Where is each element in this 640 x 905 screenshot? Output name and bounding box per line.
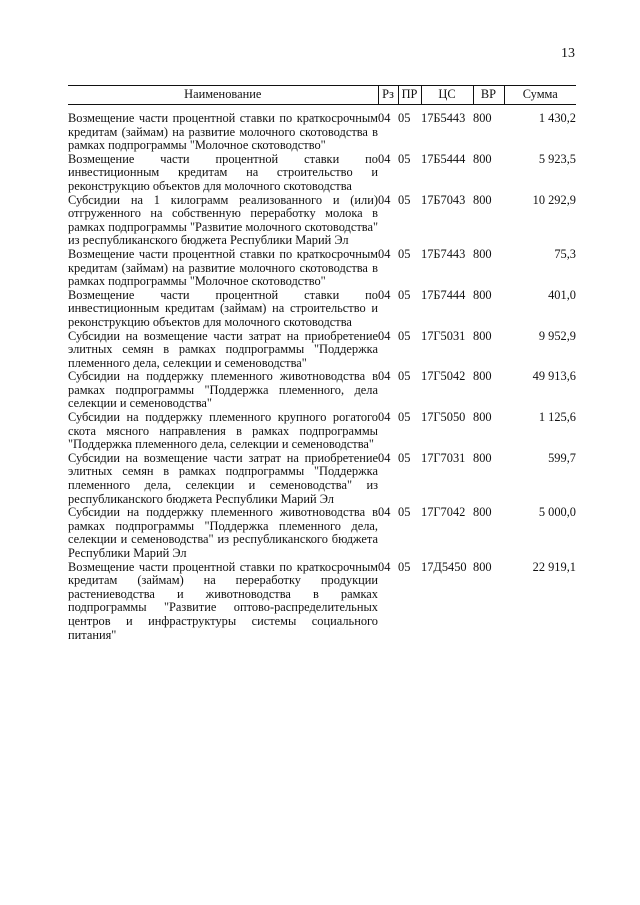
cell-vr: 800: [473, 559, 492, 574]
table-row: [68, 330, 576, 371]
cell-name: Возмещение части процентной ставки по краткосрочным кредитам (займам) на развитие молочного скотоводства в рамках подпрограммы "Молочное скотоводство": [68, 111, 378, 153]
cell-vr: 800: [473, 328, 492, 343]
cell-sum: 599,7: [548, 450, 576, 465]
table-row: [68, 248, 576, 289]
cell-cs: 17Г7031: [421, 450, 466, 465]
table-row: [68, 370, 576, 411]
table-row: [68, 194, 576, 248]
cell-sum: 1 125,6: [538, 410, 576, 425]
cell-cs: 17Б5444: [421, 151, 466, 166]
cell-pr: 05: [398, 505, 411, 520]
table-body: [68, 105, 576, 643]
cell-vr: 800: [473, 246, 492, 261]
cell-pr: 05: [398, 287, 411, 302]
cell-pr: 05: [398, 111, 411, 125]
cell-name: Возмещение части процентной ставки по краткосрочным кредитам (займам) на развитие молочного скотоводства в рамках подпрограммы "Молочное скотоводство": [68, 246, 378, 289]
cell-sum: 49 913,6: [532, 369, 576, 384]
cell-rz: 04: [378, 151, 391, 166]
cell-rz: 04: [378, 505, 391, 520]
cell-rz: 04: [378, 450, 391, 465]
cell-vr: 800: [473, 450, 492, 465]
cell-sum: 10 292,9: [532, 192, 576, 207]
cell-name: Субсидии на поддержку племенного животноводства в рамках подпрограммы "Поддержка племенного, дела селекции и семеноводства": [68, 369, 378, 411]
cell-cs: 17Б7443: [421, 246, 466, 261]
cell-name: Субсидии на возмещение части затрат на приобретение элитных семян в рамках подпрограммы "Поддержка племенного дела, селекции и семеноводства" из республиканского бюджета Республики Марий Эл: [68, 450, 378, 506]
budget-table: [68, 85, 576, 642]
cell-name: Субсидии на поддержку племенного животноводства в рамках подпрограммы "Поддержка племенного дела, селекции и семеноводства" из республиканского бюджета Республики Марий Эл: [68, 505, 378, 560]
cell-rz: 04: [378, 328, 391, 343]
cell-name: Возмещение части процентной ставки по краткосрочным кредитам (займам) на переработку продукции растениеводства и животноводства в рамках подпрограммы "Развитие оптово-распределительных центров и инфраструктуры системы социального питания": [68, 559, 378, 642]
cell-cs: 17Г5031: [421, 328, 466, 343]
cell-vr: 800: [473, 287, 492, 302]
table-row: [68, 506, 576, 560]
cell-name: Субсидии на 1 килограмм реализованного и (или) отгруженного на собственную переработку молока в рамках подпрограммы "Развитие молочного скотоводства" из республиканского бюджета Республики Марий Эл: [68, 192, 378, 248]
cell-vr: 800: [473, 505, 492, 520]
cell-cs: 17Д5450: [421, 559, 467, 574]
cell-pr: 05: [398, 151, 411, 166]
cell-cs: 17Г5042: [421, 369, 466, 384]
cell-pr: 05: [398, 559, 411, 574]
cell-cs: 17Б7444: [421, 287, 466, 302]
cell-cs: 17Б7043: [421, 192, 466, 207]
table-row: [68, 561, 576, 643]
cell-sum: 1 430,2: [538, 111, 576, 125]
table-row: [68, 289, 576, 330]
cell-sum: 401,0: [548, 287, 576, 302]
cell-cs: 17Б5443: [421, 111, 466, 125]
column-header-name: Наименование: [68, 86, 378, 105]
cell-vr: 800: [473, 151, 492, 166]
cell-vr: 800: [473, 111, 492, 125]
cell-cs: 17Г7042: [421, 505, 466, 520]
cell-pr: 05: [398, 192, 411, 207]
table-row: [68, 112, 576, 153]
page-number: 13: [561, 46, 575, 61]
column-header-rz: Рз: [378, 86, 398, 105]
cell-rz: 04: [378, 287, 391, 302]
cell-cs: 17Г5050: [421, 410, 466, 425]
cell-rz: 04: [378, 559, 391, 574]
table-row: [68, 153, 576, 194]
cell-name: Возмещение части процентной ставки по инвестиционным кредитам на строительство и реконструкцию объектов для молочного скотоводства: [68, 151, 378, 193]
table-header-row: [68, 86, 576, 105]
cell-pr: 05: [398, 246, 411, 261]
cell-sum: 75,3: [554, 246, 576, 261]
cell-pr: 05: [398, 450, 411, 465]
column-header-pr: ПР: [398, 86, 421, 105]
column-header-cs: ЦС: [421, 86, 473, 105]
cell-pr: 05: [398, 410, 411, 425]
table-row: [68, 411, 576, 452]
column-header-sum: Сумма: [504, 86, 576, 105]
cell-name: Субсидии на поддержку племенного крупного рогатого скота мясного направления в рамках подпрограммы "Поддержка племенного дела, селекции и семеноводства": [68, 410, 378, 452]
cell-sum: 22 919,1: [532, 559, 576, 574]
table-row: [68, 452, 576, 506]
cell-name: Субсидии на возмещение части затрат на приобретение элитных семян в рамках подпрограммы "Поддержка племенного дела, селекции и семеноводства": [68, 328, 378, 370]
cell-rz: 04: [378, 410, 391, 425]
cell-sum: 5 000,0: [538, 505, 576, 520]
cell-name: Возмещение части процентной ставки по инвестиционным кредитам (займам) на строительство и реконструкцию объектов для молочного скотоводства: [68, 287, 378, 329]
cell-vr: 800: [473, 410, 492, 425]
cell-sum: 9 952,9: [538, 328, 576, 343]
cell-rz: 04: [378, 192, 391, 207]
cell-vr: 800: [473, 369, 492, 384]
column-header-vr: ВР: [473, 86, 504, 105]
cell-sum: 5 923,5: [538, 151, 576, 166]
cell-pr: 05: [398, 328, 411, 343]
cell-rz: 04: [378, 111, 391, 125]
cell-rz: 04: [378, 369, 391, 384]
cell-pr: 05: [398, 369, 411, 384]
cell-rz: 04: [378, 246, 391, 261]
cell-vr: 800: [473, 192, 492, 207]
